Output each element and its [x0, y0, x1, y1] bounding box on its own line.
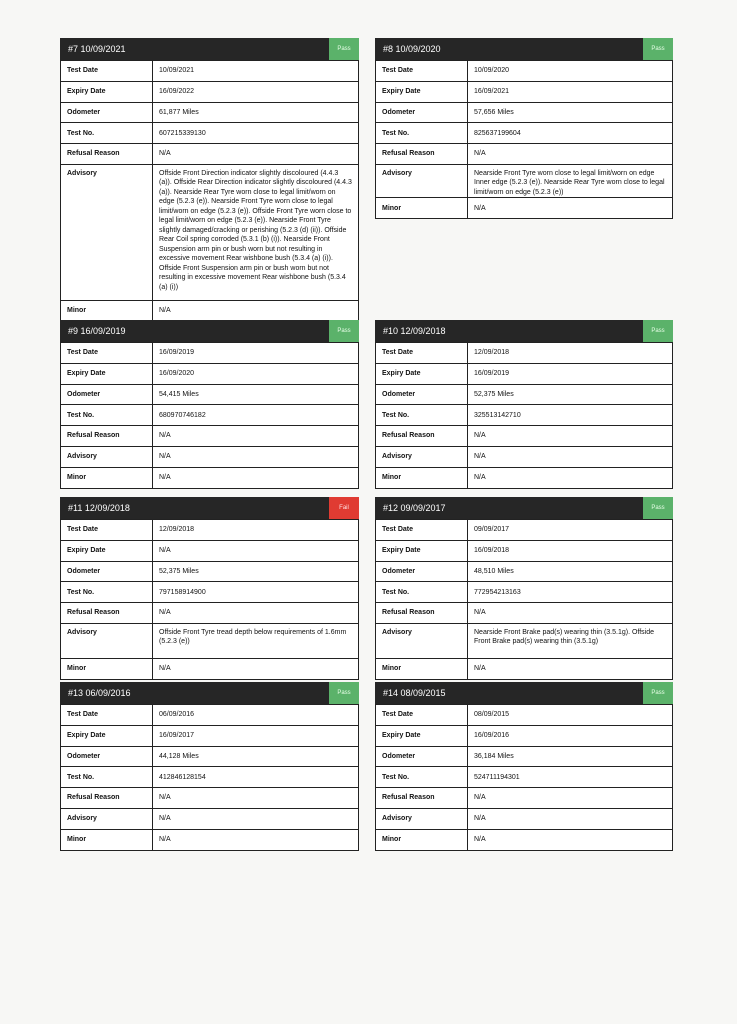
field-label: Advisory — [376, 808, 468, 829]
field-label: Refusal Reason — [61, 144, 153, 165]
field-label: Minor — [376, 829, 468, 850]
record-row-expiry-date — [61, 725, 359, 746]
mot-record-title — [375, 38, 673, 60]
field-label: Expiry Date — [61, 540, 153, 561]
field-label: Expiry Date — [376, 725, 468, 746]
field-value: 06/09/2016 — [153, 705, 359, 726]
record-row-odometer — [61, 102, 359, 123]
record-row-test-date — [61, 520, 359, 541]
field-label: Advisory — [61, 164, 153, 300]
field-value: 10/09/2020 — [468, 61, 673, 82]
result-badge: Pass — [329, 38, 359, 60]
mot-record-title — [375, 682, 673, 704]
field-value: N/A — [468, 426, 673, 447]
field-value: N/A — [468, 467, 673, 488]
mot-record-table — [375, 704, 673, 851]
field-value: N/A — [468, 603, 673, 624]
field-value: N/A — [468, 829, 673, 850]
mot-record-title — [375, 497, 673, 519]
record-row-expiry-date — [376, 81, 673, 102]
record-title-text: #11 12/09/2018 — [68, 503, 130, 513]
mot-record-title — [60, 320, 359, 342]
mot-record-card — [60, 497, 359, 680]
field-value: N/A — [153, 426, 359, 447]
field-value: N/A — [468, 788, 673, 809]
record-row-minor — [376, 829, 673, 850]
record-row-test-no — [376, 582, 673, 603]
record-row-minor — [376, 658, 673, 679]
record-row-minor — [61, 658, 359, 679]
field-value: N/A — [153, 788, 359, 809]
field-label: Advisory — [61, 808, 153, 829]
mot-record-card — [375, 682, 673, 851]
field-value: 44,128 Miles — [153, 746, 359, 767]
field-label: Test No. — [61, 582, 153, 603]
field-value: N/A — [153, 467, 359, 488]
field-value: 10/09/2021 — [153, 61, 359, 82]
record-row-refusal-reason — [61, 788, 359, 809]
field-value: 680970746182 — [153, 405, 359, 426]
record-row-expiry-date — [376, 725, 673, 746]
record-row-test-no — [61, 582, 359, 603]
result-badge: Pass — [329, 320, 359, 342]
record-row-test-date — [61, 343, 359, 364]
field-label: Advisory — [61, 623, 153, 658]
record-row-expiry-date — [376, 363, 673, 384]
record-row-minor — [376, 467, 673, 488]
field-label: Minor — [61, 658, 153, 679]
field-value: Offside Front Direction indicator slightly discoloured (4.4.3 (a)). Offside Rear Direction indicator slightly discoloured (4.4.3 (a)). Nearside Rear Tyre worn close to legal limit/worn on edge (5.2.3 (e)). Nearside Front Tyre worn close to legal limit/worn on edge (5.2.3 (e)). Offside Front Tyre worn close to legal limit/worn on edge (5.2.3 (e)). Nearside Front Tyre slightly damaged/cracking or perishing (5.2.3 (d) (ii)). Offside Rear Coil spring corroded (5.3.1 (b) (i)). Nearside Front Suspension arm pin or bush worn but not resulting in excessive movement Rear wishbone bush (5.3.4 (a) (i)). Offside Front Suspension arm pin or bush worn but not resulting in excessive movement Rear wishbone bush (5.3.4 (a) (i)) — [153, 164, 359, 300]
mot-record-card — [60, 682, 359, 851]
record-row-minor — [376, 198, 673, 219]
field-value: 09/09/2017 — [468, 520, 673, 541]
field-label: Odometer — [61, 102, 153, 123]
field-value: 52,375 Miles — [153, 561, 359, 582]
field-label: Refusal Reason — [376, 788, 468, 809]
field-label: Test No. — [376, 767, 468, 788]
field-value: 54,415 Miles — [153, 384, 359, 405]
field-label: Expiry Date — [376, 81, 468, 102]
field-value: 16/09/2016 — [468, 725, 673, 746]
record-row-refusal-reason — [61, 426, 359, 447]
result-badge: Pass — [329, 682, 359, 704]
field-value: N/A — [468, 446, 673, 467]
record-row-test-date — [61, 61, 359, 82]
mot-record-table — [60, 519, 359, 680]
record-title-text: #13 06/09/2016 — [68, 688, 131, 698]
record-row-refusal-reason — [376, 426, 673, 447]
mot-record-title — [60, 497, 359, 519]
record-row-test-date — [376, 520, 673, 541]
field-value: 57,656 Miles — [468, 102, 673, 123]
field-value: 524711194301 — [468, 767, 673, 788]
field-label: Odometer — [376, 561, 468, 582]
result-badge: Pass — [643, 682, 673, 704]
field-value: 772954213163 — [468, 582, 673, 603]
field-value: 16/09/2020 — [153, 363, 359, 384]
field-label: Odometer — [61, 384, 153, 405]
field-label: Minor — [61, 829, 153, 850]
field-value: N/A — [153, 808, 359, 829]
mot-record-table — [375, 519, 673, 680]
record-row-advisory — [61, 808, 359, 829]
field-value: N/A — [468, 808, 673, 829]
result-badge: Pass — [643, 38, 673, 60]
field-label: Minor — [376, 658, 468, 679]
field-label: Test Date — [376, 61, 468, 82]
field-label: Odometer — [376, 746, 468, 767]
field-label: Test No. — [61, 123, 153, 144]
field-value: 16/09/2021 — [468, 81, 673, 102]
field-value: 412846128154 — [153, 767, 359, 788]
record-row-refusal-reason — [376, 603, 673, 624]
field-value: Nearside Front Tyre worn close to legal limit/worn on edge Inner edge (5.2.3 (e)). Nearside Rear Tyre worn close to legal limit/worn on edge (5.2.3 (e)) — [468, 164, 673, 198]
field-label: Expiry Date — [61, 81, 153, 102]
field-label: Test No. — [376, 123, 468, 144]
result-badge: Pass — [643, 497, 673, 519]
field-label: Odometer — [61, 746, 153, 767]
record-row-minor — [61, 829, 359, 850]
field-label: Test Date — [376, 520, 468, 541]
result-badge: Fail — [329, 497, 359, 519]
field-value: 61,877 Miles — [153, 102, 359, 123]
record-title-text: #10 12/09/2018 — [383, 326, 446, 336]
record-row-odometer — [376, 384, 673, 405]
field-label: Expiry Date — [61, 363, 153, 384]
field-label: Advisory — [376, 446, 468, 467]
field-label: Test Date — [61, 520, 153, 541]
field-value: 825637199604 — [468, 123, 673, 144]
record-row-advisory — [376, 446, 673, 467]
field-label: Test No. — [376, 405, 468, 426]
field-label: Minor — [61, 467, 153, 488]
record-row-test-date — [376, 705, 673, 726]
record-row-odometer — [376, 102, 673, 123]
field-value: 16/09/2018 — [468, 540, 673, 561]
field-value: 607215339130 — [153, 123, 359, 144]
field-label: Test No. — [61, 405, 153, 426]
field-value: N/A — [153, 658, 359, 679]
field-label: Refusal Reason — [376, 144, 468, 165]
record-row-odometer — [61, 384, 359, 405]
field-label: Refusal Reason — [376, 603, 468, 624]
record-row-test-no — [61, 405, 359, 426]
field-label: Odometer — [376, 384, 468, 405]
field-value: 12/09/2018 — [468, 343, 673, 364]
mot-record-title — [60, 38, 359, 60]
field-value: N/A — [153, 540, 359, 561]
mot-record-title — [375, 320, 673, 342]
field-label: Test Date — [61, 343, 153, 364]
field-value: N/A — [468, 658, 673, 679]
field-label: Refusal Reason — [376, 426, 468, 447]
field-label: Test Date — [61, 61, 153, 82]
field-label: Expiry Date — [376, 363, 468, 384]
field-label: Test Date — [376, 343, 468, 364]
field-label: Expiry Date — [376, 540, 468, 561]
field-label: Odometer — [376, 102, 468, 123]
record-row-test-no — [61, 767, 359, 788]
record-title-text: #14 08/09/2015 — [383, 688, 446, 698]
field-value: 16/09/2017 — [153, 725, 359, 746]
field-value: Nearside Front Brake pad(s) wearing thin (3.5.1g). Offside Front Brake pad(s) wearing thin (3.5.1g) — [468, 623, 673, 658]
record-row-odometer — [61, 746, 359, 767]
field-label: Test No. — [376, 582, 468, 603]
field-label: Advisory — [61, 446, 153, 467]
mot-record-table — [60, 704, 359, 851]
record-row-advisory — [376, 808, 673, 829]
field-value: 08/09/2015 — [468, 705, 673, 726]
field-label: Refusal Reason — [61, 603, 153, 624]
field-label: Minor — [376, 198, 468, 219]
mot-record-table — [375, 342, 673, 489]
mot-record-title — [60, 682, 359, 704]
record-row-test-date — [376, 61, 673, 82]
field-label: Odometer — [61, 561, 153, 582]
record-row-refusal-reason — [376, 144, 673, 165]
record-row-refusal-reason — [61, 144, 359, 165]
field-label: Refusal Reason — [61, 426, 153, 447]
mot-record-table — [375, 60, 673, 219]
record-row-refusal-reason — [376, 788, 673, 809]
field-value: 797158914900 — [153, 582, 359, 603]
field-value: N/A — [153, 603, 359, 624]
record-row-expiry-date — [61, 81, 359, 102]
field-label: Test Date — [376, 705, 468, 726]
record-row-odometer — [61, 561, 359, 582]
mot-record-card — [60, 38, 359, 322]
record-row-odometer — [376, 561, 673, 582]
record-row-advisory — [61, 164, 359, 300]
field-value: Offside Front Tyre tread depth below requirements of 1.6mm (5.2.3 (e)) — [153, 623, 359, 658]
record-title-text: #7 10/09/2021 — [68, 44, 126, 54]
field-value: 16/09/2022 — [153, 81, 359, 102]
record-row-expiry-date — [61, 540, 359, 561]
record-row-expiry-date — [376, 540, 673, 561]
field-label: Refusal Reason — [61, 788, 153, 809]
field-value: 36,184 Miles — [468, 746, 673, 767]
record-row-odometer — [376, 746, 673, 767]
field-value: N/A — [468, 144, 673, 165]
record-row-advisory — [61, 623, 359, 658]
record-row-minor — [61, 300, 359, 321]
field-value: 325513142710 — [468, 405, 673, 426]
record-row-minor — [61, 467, 359, 488]
record-row-advisory — [376, 623, 673, 658]
record-row-advisory — [376, 164, 673, 198]
field-value: N/A — [153, 446, 359, 467]
record-row-test-no — [376, 767, 673, 788]
field-value: N/A — [468, 198, 673, 219]
record-row-refusal-reason — [61, 603, 359, 624]
field-label: Minor — [61, 300, 153, 321]
record-title-text: #12 09/09/2017 — [383, 503, 446, 513]
mot-record-card — [375, 38, 673, 219]
mot-record-table — [60, 342, 359, 489]
field-label: Test Date — [61, 705, 153, 726]
field-value: N/A — [153, 829, 359, 850]
record-row-advisory — [61, 446, 359, 467]
record-row-test-no — [376, 405, 673, 426]
field-label: Advisory — [376, 623, 468, 658]
field-label: Test No. — [61, 767, 153, 788]
field-value: 16/09/2019 — [153, 343, 359, 364]
field-value: 12/09/2018 — [153, 520, 359, 541]
mot-record-card — [375, 497, 673, 680]
record-row-expiry-date — [61, 363, 359, 384]
mot-record-card — [60, 320, 359, 489]
field-value: 16/09/2019 — [468, 363, 673, 384]
field-value: 52,375 Miles — [468, 384, 673, 405]
field-label: Advisory — [376, 164, 468, 198]
result-badge: Pass — [643, 320, 673, 342]
field-value: N/A — [153, 144, 359, 165]
field-label: Expiry Date — [61, 725, 153, 746]
field-value: N/A — [153, 300, 359, 321]
record-row-test-no — [376, 123, 673, 144]
record-row-test-date — [61, 705, 359, 726]
field-label: Minor — [376, 467, 468, 488]
record-row-test-no — [61, 123, 359, 144]
record-title-text: #9 16/09/2019 — [68, 326, 126, 336]
record-row-test-date — [376, 343, 673, 364]
mot-record-card — [375, 320, 673, 489]
record-title-text: #8 10/09/2020 — [383, 44, 441, 54]
field-value: 48,510 Miles — [468, 561, 673, 582]
mot-record-table — [60, 60, 359, 322]
